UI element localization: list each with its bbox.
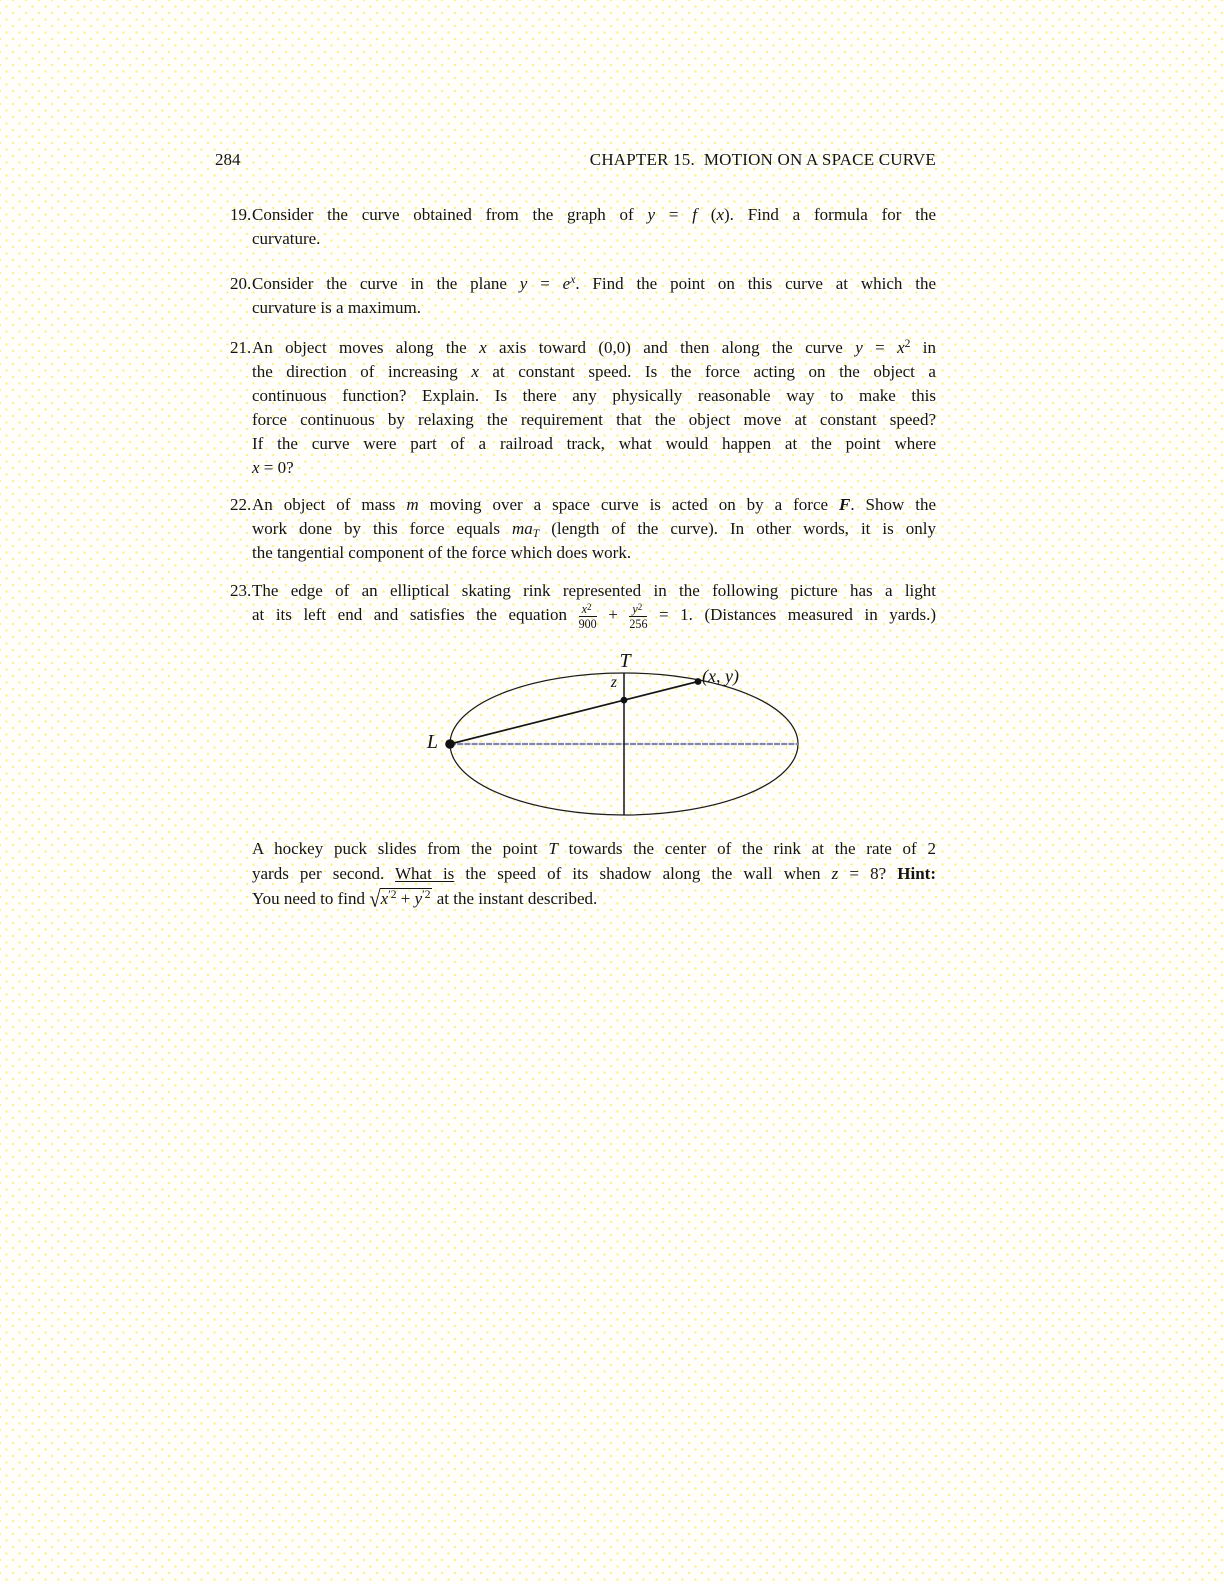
problem-text	[252, 336, 936, 480]
problem-text	[252, 203, 936, 251]
text-line: work done by this force equals maT (length of the curve). In other words, it is only	[252, 519, 936, 541]
light-dot	[445, 739, 455, 749]
page-number: 284	[215, 150, 241, 169]
square-root: $√x^{'2} + y^{'2}$	[369, 889, 432, 908]
text-line: curvature.	[252, 229, 321, 248]
text-line: yards per second. What is the speed of its shadow along the wall when z = 8? Hint:	[252, 864, 936, 883]
figure-label-z: z	[610, 674, 617, 691]
problem-19	[230, 203, 936, 251]
ray-intersection-dot	[621, 697, 628, 704]
text-line: An object of mass m moving over a space curve is acted on by a force F. Show the	[252, 495, 937, 514]
text-line: the tangential component of the force which does work.	[252, 543, 632, 562]
problem-number: 20.	[230, 274, 252, 293]
figure-label-T: T	[619, 650, 631, 672]
text-line: the direction of increasing x at constant speed. Is the force acting on the object a	[252, 362, 936, 381]
figure-label-xy: (x, y)	[702, 666, 739, 686]
text-line: An object moves along the x axis toward (0,0) and then along the curve $y = x^2$ in	[252, 337, 936, 357]
fraction: $\frac{x^2}{900}$	[578, 601, 597, 631]
problem-number: 22.	[230, 495, 252, 514]
text-line: If the curve were part of a railroad track, what would happen at the point where	[252, 434, 936, 453]
problem-21	[230, 336, 936, 480]
text-line: curvature is a maximum.	[252, 298, 422, 317]
text-line: continuous function? Explain. Is there any physically reasonable way to make this	[252, 386, 936, 405]
radical-sign: √	[369, 887, 381, 913]
problem-23	[230, 579, 936, 631]
problem-text	[252, 272, 936, 320]
text-line: Consider the curve obtained from the graph of y = f (x). Find a formula for the	[252, 205, 937, 224]
rink-diagram	[420, 642, 850, 827]
text-line: at its left end and satisfies the equation $\frac{x^2}{900}$ + $\frac{y^2}{256}$ = 1. (Distances measured in yards.)	[252, 601, 936, 631]
problem-number: 23.	[230, 581, 252, 600]
problem-number: 21.	[230, 338, 252, 357]
problem-text	[252, 579, 936, 631]
closing-paragraph	[252, 836, 936, 911]
light-ray-line	[450, 682, 698, 745]
fraction: $\frac{y^2}{256}$	[629, 601, 648, 631]
text-line: x = 0?	[252, 458, 294, 477]
text-line: force continuous by relaxing the requirement that the object move at constant speed?	[252, 410, 936, 429]
xy-point-dot	[695, 678, 702, 685]
chapter-title: CHAPTER 15. MOTION ON A SPACE CURVE	[589, 150, 936, 169]
figure-label-L: L	[426, 731, 438, 753]
text-line: Consider the curve in the plane $y = e^x$. Find the point on this curve at which the	[252, 273, 936, 293]
problem-text	[252, 493, 936, 565]
page-header	[0, 148, 1224, 172]
problem-20	[230, 272, 936, 320]
text-line: You need to find $√x^{'2} + y^{'2}$ at the instant described.	[252, 886, 936, 911]
problem-number: 19.	[230, 205, 252, 224]
text-line: A hockey puck slides from the point T towards the center of the rink at the rate of 2	[252, 839, 936, 858]
problem-22	[230, 493, 936, 565]
text-line: The edge of an elliptical skating rink represented in the following picture has a light	[252, 581, 936, 600]
